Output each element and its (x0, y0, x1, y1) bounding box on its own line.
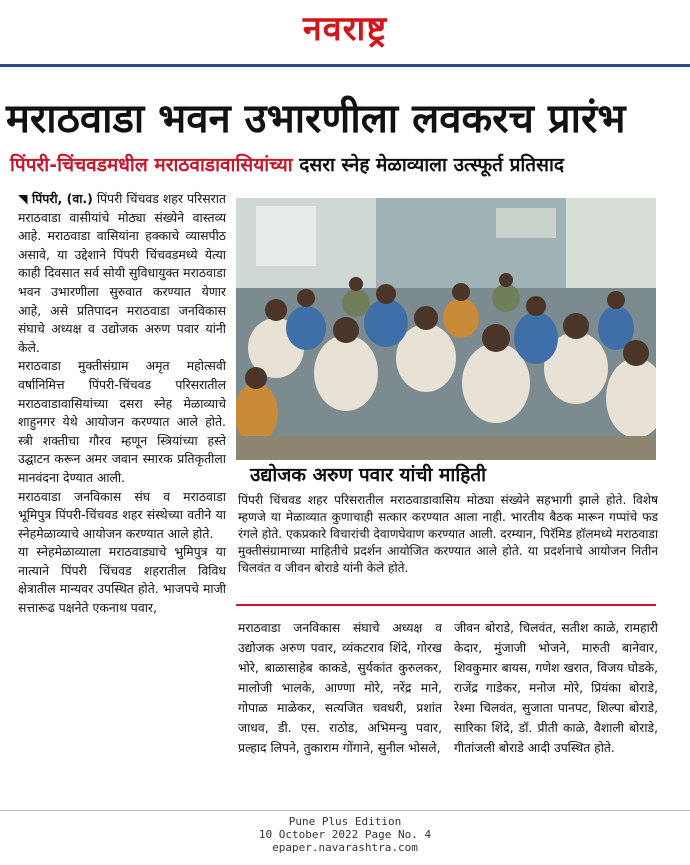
crowd-photo-illustration (236, 198, 656, 460)
photo-box-text: पिंपरी चिंचवड शहर परिसरातील मराठवाडावासिय मोठ्या संख्येने सहभागी झाले होते. विशेष म्हणजे या मेळाव्यात कुणाचाही सत्कार करण्यात आला नाही. भारतीय बैठक मारून गप्पांचे फड रंगले होते. एकप्रकारे विचारांची देवाणघेवाण करण्यात आली. दरम्यान, पिरॅमिड हॉलमध्ये मराठवाडा मुक्तीसंग्रामाच्या माहितीचे प्रदर्शन आयोजित करण्यात आले होते. या प्रदर्शनाचे आयोजन नितीन चिलवंत व जीवन बोराडे यांनी केले होते. (238, 493, 658, 575)
paragraph-1: पिंपरी चिंचवड शहर परिसरात मराठवाडा वासीयांचे मोठ्या संख्येने वास्तव्य आहे. मराठवाडा वासियांना हक्काचे व्यासपीठ असावे, या उद्देशाने पिंपरी चिंचवडमध्ये येत्या काही दिवसात सर्व सोयी सुविधायुक्त मराठवाडा भवन उभारणीला सुरुवात करण्यात येणार आहे, असे प्रतिपादन मराठवाडा जनविकास संघाचे अध्यक्ष व उद्योजक अरुण पवार यांनी केले. (18, 191, 226, 355)
event-photo (236, 198, 656, 460)
subheadline-black: दसरा स्नेह मेळाव्याला उत्स्फूर्त प्रतिसाद (292, 154, 564, 176)
photo-caption: उद्योजक अरुण पवार यांची माहिती (236, 460, 656, 490)
article-column-3: जीवन बोराडे, चिलवंत, सतीश काळे, रामहारी केदार, मुंजाजी भोजने, मारुती बानेवार, शिवकुमार बायस, गणेश खरात, विजय घोडके, राजेंद्र गाडेकर, मनोज मोरे, प्रियंका बोराडे, रेश्मा चिलवंत, सुजाता पानपट, शिल्पा बोराडे, सारिका शिंदे, डॉ. प्रीती काळे, वैशाली बोराडे, गीतांजली बोराडे आदी उपस्थित होते. (454, 621, 658, 755)
footer-edition: Pune Plus Edition (288, 815, 402, 828)
subheadline-red: पिंपरी-चिंचवडमधील मराठवाडावासियांच्या (10, 154, 293, 176)
dateline: ◥ पिंपरी, (वा.) (18, 191, 93, 206)
footer-site: epaper.navarashtra.com (272, 841, 418, 854)
paragraph-4: या स्नेहमेळाव्याला मराठवाड्याचे भुमिपुत्र या नात्याने पिंपरी चिंचवड शहरातील विविध क्षेत्रातील मान्यवर उपस्थित होते. भाजपचे माजी सत्तारूढ पक्षनेते एकनाथ पवार, (18, 544, 226, 616)
masthead-rule (0, 64, 690, 67)
article-column-1 (18, 190, 226, 618)
footer (0, 815, 690, 854)
footer-rule (0, 810, 690, 811)
paragraph-3: मराठवाडा जनविकास संघ व मराठवाडा भूमिपुत्र पिंपरी-चिंचवड शहर संस्थेच्या वतीने या स्नेहमेळाव्याचे आयोजन करण्यात आले होते. (18, 488, 226, 541)
subheadline (10, 152, 690, 178)
masthead (0, 0, 690, 52)
section-divider (236, 604, 656, 606)
newspaper-logo: नवराष्ट्र (302, 9, 388, 49)
headline: मराठवाडा भवन उभारणीला लवकरच प्रारंभ (6, 96, 626, 142)
article-column-2: मराठवाडा जनविकास संघाचे अध्यक्ष व उद्योजक अरुण पवार, व्यंकटराव शिंदे, गोरख भोरे, बाळासाहेब काकडे, सुर्यकांत कुरुलकर, मालोजी भालके, आण्णा मोरे, नरेंद्र माने, गोपाळ माळेकर, सत्यजित चवधरी, प्रशांत जाधव, डी. एस. राठोड, अभिमन्यु पवार, प्रल्हाद लिपने, तुकाराम गोंगाने, सुनील भोसले, (238, 621, 442, 755)
footer-date-page: 10 October 2022 Page No. 4 (258, 828, 432, 841)
paragraph-2: मराठवाडा मुक्तीसंग्राम अमृत महोत्सवी वर्षानिमित्त पिंपरी-चिंचवड परिसरातील मराठवाडावासियांच्या दसरा स्नेह मेळाव्याचे शाहुनगर येथे आयोजन करण्यात आले होते. स्त्री शक्तीचा गौरव म्हणून स्त्रियांच्या हस्ते उद्घाटन करून अमर जवान स्मारक प्रतिकृतीला मानवंदना देण्यात आली. (18, 358, 226, 485)
